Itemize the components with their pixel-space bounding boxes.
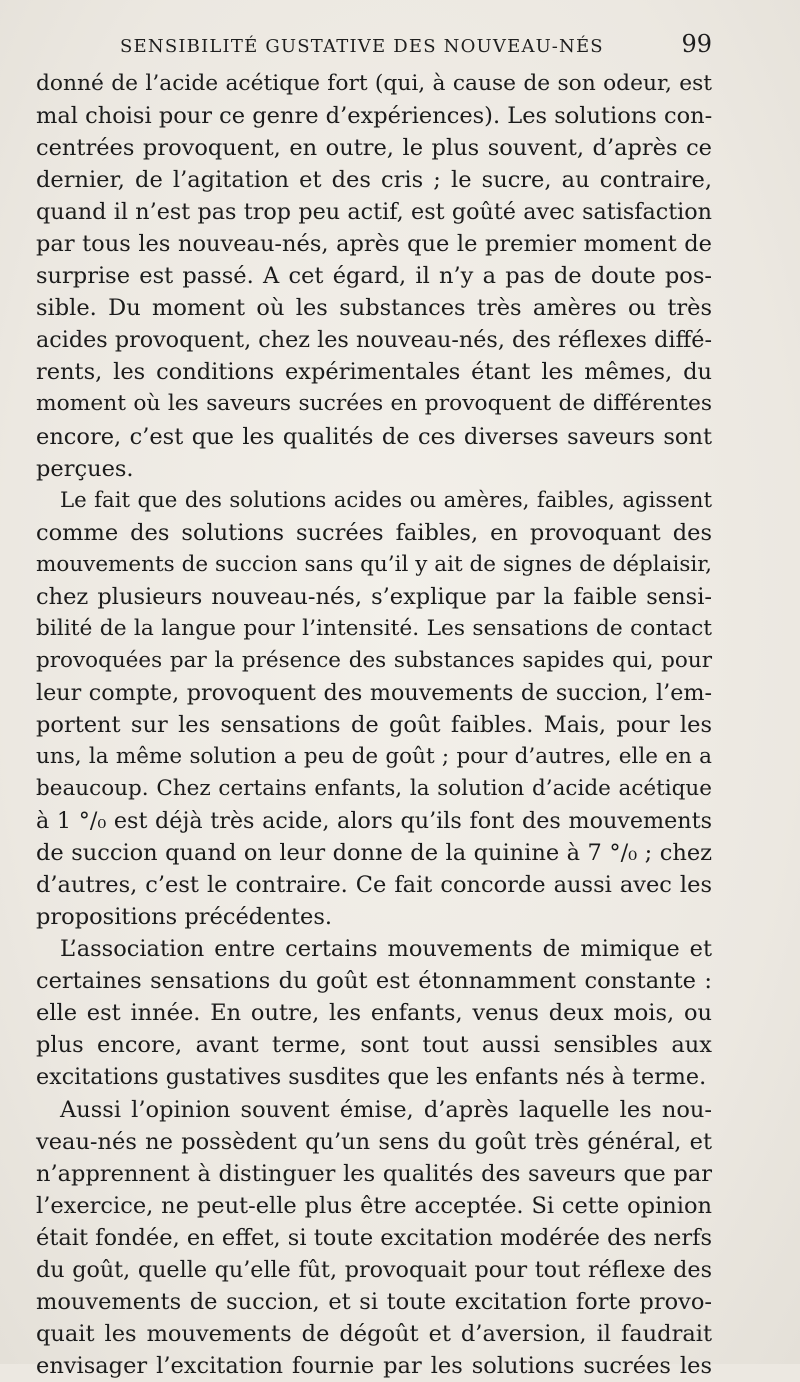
text-line: par tous les nouveau-nés, après que le premier moment de — [36, 231, 712, 258]
text-line: provoquées par la présence des substances sapides qui, pour — [36, 647, 712, 673]
text-line: était fondée, en effet, si toute excitation modérée des nerfs — [36, 1224, 712, 1251]
text-line: d’autres, c’est le contraire. Ce fait concorde aussi avec les — [36, 872, 712, 899]
text-line: Aussi l’opinion souvent émise, d’après laquelle les nou- — [60, 1096, 712, 1123]
text-line: mouvements de succion sans qu’il y ait de signes de déplaisir, — [36, 551, 712, 577]
text-line: mal choisi pour ce genre d’expériences). Les solutions con- — [36, 103, 713, 130]
text-line: elle est innée. En outre, les enfants, venus deux mois, ou — [36, 1000, 712, 1027]
running-title: SENSIBILITÉ GUSTATIVE DES NOUVEAU-NÉS — [120, 36, 604, 57]
text-line: portent sur les sensations de goût faibles. Mais, pour les — [36, 711, 712, 738]
text-line: dernier, de l’agitation et des cris ; le sucre, au contraire, — [36, 167, 712, 194]
text-line: certaines sensations du goût est étonnamment constante : — [36, 968, 712, 995]
text-line: rents, les conditions expérimentales étant les mêmes, du — [36, 359, 712, 386]
text-line: donné de l’acide acétique fort (qui, à cause de son odeur, est — [36, 71, 712, 96]
text-line: excitations gustatives susdites que les enfants nés à terme. — [36, 1064, 707, 1091]
text-line: L’association entre certains mouvements de mimique et — [60, 936, 712, 963]
text-line: centrées provoquent, en outre, le plus souvent, d’après ce — [36, 135, 712, 162]
text-line: chez plusieurs nouveau-nés, s’explique par la faible sensi- — [36, 583, 712, 610]
text-line: du goût, quelle qu’elle fût, provoquait pour tout réflexe des — [36, 1256, 712, 1283]
text-line: veau-nés ne possèdent qu’un sens du goût très général, et — [36, 1128, 712, 1155]
text-line: beaucoup. Chez certains enfants, la solution d’acide acétique — [36, 776, 712, 802]
text-line: surprise est passé. A cet égard, il n’y a pas de doute pos- — [36, 263, 712, 290]
text-line: sible. Du moment où les substances très amères ou très — [36, 295, 712, 322]
text-line: moment où les saveurs sucrées en provoquent de différentes — [36, 391, 712, 417]
text-line: perçues. — [36, 455, 134, 482]
text-line: mouvements de succion, et si toute excitation forte provo- — [36, 1288, 712, 1315]
text-line: comme des solutions sucrées faibles, en provoquant des — [36, 519, 712, 546]
text-line: bilité de la langue pour l’intensité. Les sensations de contact — [36, 615, 712, 641]
text-line: à 1 °/₀ est déjà très acide, alors qu’ils font des mouvements — [36, 808, 712, 835]
text-line: acides provoquent, chez les nouveau-nés, des réflexes diffé- — [36, 327, 712, 354]
text-line: quand il n’est pas trop peu actif, est goûté avec satisfaction — [36, 199, 712, 226]
text-line: Le fait que des solutions acides ou amères, faibles, agissent — [60, 487, 712, 513]
text-line: l’exercice, ne peut-elle plus être acceptée. Si cette opinion — [36, 1192, 712, 1219]
text-line: n’apprennent à distinguer les qualités des saveurs que par — [36, 1160, 712, 1187]
text-line: plus encore, avant terme, sont tout aussi sensibles aux — [36, 1032, 712, 1059]
body-text — [36, 68, 712, 1382]
running-head — [36, 30, 712, 60]
text-line: de succion quand on leur donne de la quinine à 7 °/₀ ; chez — [36, 840, 712, 867]
page-number: 99 — [681, 30, 712, 58]
text-line: propositions précédentes. — [36, 904, 333, 931]
text-line: uns, la même solution a peu de goût ; pour d’autres, elle en a — [36, 743, 712, 769]
text-line: leur compte, provoquent des mouvements de succion, l’em- — [36, 679, 712, 706]
text-line: envisager l’excitation fournie par les solutions sucrées les — [36, 1352, 712, 1379]
text-line: encore, c’est que les qualités de ces diverses saveurs sont — [36, 423, 712, 450]
text-line: quait les mouvements de dégoût et d’aversion, il faudrait — [36, 1320, 712, 1347]
